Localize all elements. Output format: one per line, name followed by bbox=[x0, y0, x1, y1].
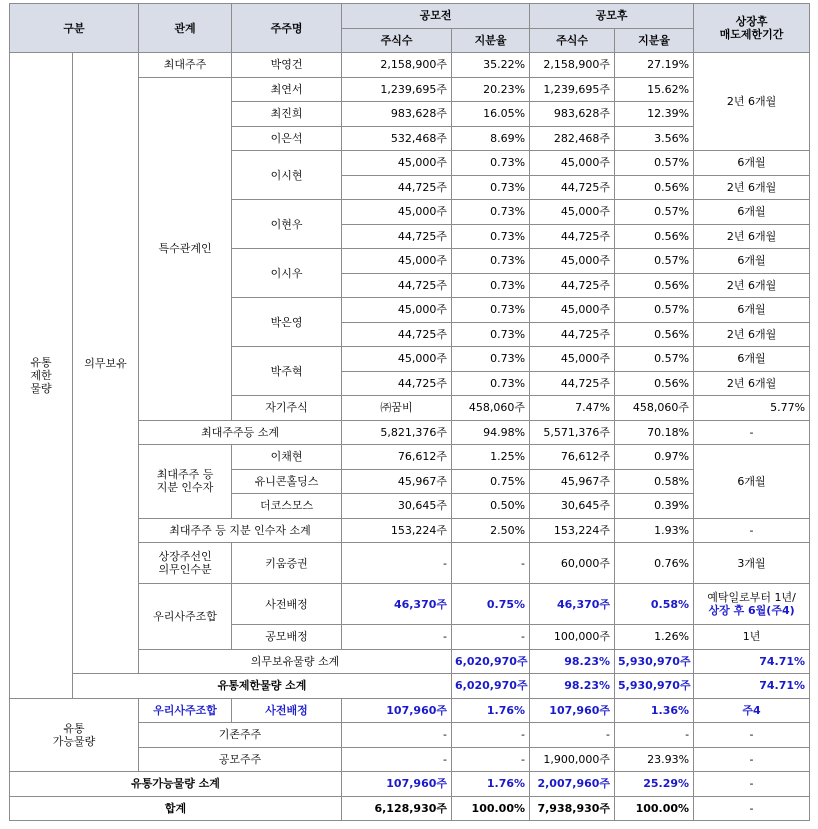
relation-underwriter-l1: 상장주선인 bbox=[158, 550, 212, 563]
lockup-period-l1: 예탁일로부터 1년/ bbox=[707, 591, 796, 604]
before-shares: 983,628주 bbox=[342, 102, 452, 127]
mandatory-subtotal-label: 의무보유물량 소계 bbox=[139, 649, 452, 674]
after-shares: 100,000주 bbox=[530, 625, 615, 650]
after-shares: 153,224주 bbox=[530, 518, 615, 543]
header-row-1 bbox=[10, 4, 810, 29]
after-ratio: 74.71% bbox=[694, 674, 810, 699]
before-ratio: 98.23% bbox=[530, 649, 615, 674]
holder-name: 키움증권 bbox=[232, 543, 342, 584]
holder-name: 박주혁 bbox=[232, 347, 342, 396]
after-ratio: 0.97% bbox=[615, 445, 694, 470]
before-ratio: 100.00% bbox=[452, 796, 530, 821]
subtotal-row bbox=[10, 772, 810, 797]
after-shares: 282,468주 bbox=[530, 126, 615, 151]
restricted-subtotal-label: 유통제한물량 소계 bbox=[73, 674, 452, 699]
header-after-shares: 주식수 bbox=[530, 28, 615, 53]
after-shares: 5,930,970주 bbox=[615, 649, 694, 674]
lockup-period: - bbox=[694, 747, 810, 772]
tradable-label-l1: 유통 bbox=[63, 721, 85, 735]
before-shares: 458,060주 bbox=[452, 396, 530, 421]
after-shares: 45,000주 bbox=[530, 347, 615, 372]
after-ratio: 0.57% bbox=[615, 298, 694, 323]
before-shares: 44,725주 bbox=[342, 224, 452, 249]
before-shares: - bbox=[342, 723, 452, 748]
after-shares: 5,930,970주 bbox=[615, 674, 694, 699]
before-ratio: - bbox=[452, 747, 530, 772]
after-ratio: 0.58% bbox=[615, 584, 694, 625]
lockup-period: 2년 6개월 bbox=[694, 371, 810, 396]
after-ratio: 0.57% bbox=[615, 151, 694, 176]
after-shares: 458,060주 bbox=[615, 396, 694, 421]
lockup-period: - bbox=[694, 796, 810, 821]
lockup-period: - bbox=[694, 723, 810, 748]
after-ratio: 0.58% bbox=[615, 469, 694, 494]
header-lockup-l1: 상장후 bbox=[735, 15, 768, 28]
subtotal-row bbox=[10, 674, 810, 699]
after-ratio: 12.39% bbox=[615, 102, 694, 127]
header-category: 구분 bbox=[10, 4, 139, 53]
before-shares: 30,645주 bbox=[342, 494, 452, 519]
before-shares: 107,960주 bbox=[342, 698, 452, 723]
header-before: 공모전 bbox=[342, 4, 530, 29]
tradable-esop: 우리사주조합 bbox=[139, 698, 232, 723]
relation-acquirer-l1: 최대주주 등 bbox=[156, 468, 214, 482]
after-shares: 2,007,960주 bbox=[530, 772, 615, 797]
shareholder-lockup-table bbox=[9, 3, 810, 821]
before-ratio: 0.50% bbox=[452, 494, 530, 519]
relation-acquirer bbox=[139, 445, 232, 519]
lockup-period: 3개월 bbox=[694, 543, 810, 584]
before-shares: 532,468주 bbox=[342, 126, 452, 151]
after-ratio: 0.56% bbox=[615, 224, 694, 249]
lockup-period: 6개월 bbox=[694, 347, 810, 372]
header-before-shares: 주식수 bbox=[342, 28, 452, 53]
restricted-label-l2: 제한 bbox=[30, 368, 52, 382]
lockup-period: 1년 bbox=[694, 625, 810, 650]
before-ratio: 0.73% bbox=[452, 371, 530, 396]
after-shares: 45,000주 bbox=[530, 249, 615, 274]
after-ratio: 1.93% bbox=[615, 518, 694, 543]
before-ratio: 94.98% bbox=[452, 420, 530, 445]
after-ratio: 0.56% bbox=[615, 273, 694, 298]
before-shares: 46,370주 bbox=[342, 584, 452, 625]
header-before-ratio: 지분율 bbox=[452, 28, 530, 53]
holder-name: 최진희 bbox=[232, 102, 342, 127]
lockup-period bbox=[694, 584, 810, 625]
restricted-label-l1: 유통 bbox=[30, 355, 52, 369]
before-ratio: 35.22% bbox=[452, 53, 530, 78]
acquirer-subtotal-label: 최대주주 등 지분 인수자 소계 bbox=[139, 518, 342, 543]
after-shares: 44,725주 bbox=[530, 322, 615, 347]
before-shares: 6,128,930주 bbox=[342, 796, 452, 821]
before-shares: 44,725주 bbox=[342, 322, 452, 347]
after-shares: 30,645주 bbox=[530, 494, 615, 519]
after-shares: - bbox=[530, 723, 615, 748]
lockup-period: 2년 6개월 bbox=[694, 53, 810, 151]
lockup-period: 6개월 bbox=[694, 445, 810, 519]
lockup-period: - bbox=[694, 518, 810, 543]
tradable-existing: 기존주주 bbox=[139, 723, 342, 748]
after-ratio: 0.56% bbox=[615, 175, 694, 200]
before-shares: 44,725주 bbox=[342, 371, 452, 396]
after-ratio: 0.57% bbox=[615, 249, 694, 274]
after-shares: 107,960주 bbox=[530, 698, 615, 723]
tradable-label bbox=[10, 698, 139, 772]
total-label: 합계 bbox=[10, 796, 342, 821]
before-shares: 1,239,695주 bbox=[342, 77, 452, 102]
table-row bbox=[10, 698, 810, 723]
before-ratio: 7.47% bbox=[530, 396, 615, 421]
before-ratio: 0.75% bbox=[452, 584, 530, 625]
before-shares: 6,020,970주 bbox=[452, 649, 530, 674]
restricted-label bbox=[10, 53, 73, 699]
after-shares: 76,612주 bbox=[530, 445, 615, 470]
before-ratio: - bbox=[452, 543, 530, 584]
header-after: 공모후 bbox=[530, 4, 694, 29]
lockup-period: 6개월 bbox=[694, 151, 810, 176]
after-shares: 44,725주 bbox=[530, 175, 615, 200]
after-ratio: 100.00% bbox=[615, 796, 694, 821]
after-shares: 44,725주 bbox=[530, 273, 615, 298]
before-ratio: 0.73% bbox=[452, 322, 530, 347]
before-ratio: 2.50% bbox=[452, 518, 530, 543]
lockup-period: 주4 bbox=[694, 698, 810, 723]
holder-name: 이시현 bbox=[232, 151, 342, 200]
before-ratio: 98.23% bbox=[530, 674, 615, 699]
tradable-public: 공모주주 bbox=[139, 747, 342, 772]
after-ratio: 25.29% bbox=[615, 772, 694, 797]
before-shares: 107,960주 bbox=[342, 772, 452, 797]
mandatory-label: 의무보유 bbox=[73, 53, 139, 674]
after-shares: 983,628주 bbox=[530, 102, 615, 127]
lockup-period: 2년 6개월 bbox=[694, 273, 810, 298]
before-shares: 44,725주 bbox=[342, 175, 452, 200]
relation-underwriter bbox=[139, 543, 232, 584]
before-shares: 45,967주 bbox=[342, 469, 452, 494]
header-relation: 관계 bbox=[139, 4, 232, 53]
tradable-subtotal-label: 유통가능물량 소계 bbox=[10, 772, 342, 797]
after-shares: 1,239,695주 bbox=[530, 77, 615, 102]
lockup-period: - bbox=[694, 772, 810, 797]
holder-name: 최연서 bbox=[232, 77, 342, 102]
relation-acquirer-l2: 지분 인수자 bbox=[156, 481, 214, 495]
before-ratio: 0.73% bbox=[452, 224, 530, 249]
before-ratio: 0.73% bbox=[452, 151, 530, 176]
before-shares: 45,000주 bbox=[342, 200, 452, 225]
before-ratio: 0.73% bbox=[452, 347, 530, 372]
before-ratio: 0.73% bbox=[452, 200, 530, 225]
before-ratio: 1.76% bbox=[452, 772, 530, 797]
after-shares: 7,938,930주 bbox=[530, 796, 615, 821]
holder-name: 이현우 bbox=[232, 200, 342, 249]
before-shares: 6,020,970주 bbox=[452, 674, 530, 699]
holder-name: ㈜꿈비 bbox=[342, 396, 452, 421]
header-after-ratio: 지분율 bbox=[615, 28, 694, 53]
lockup-period: 2년 6개월 bbox=[694, 175, 810, 200]
holder-name: 공모배정 bbox=[232, 625, 342, 650]
after-shares: 45,000주 bbox=[530, 298, 615, 323]
before-ratio: 0.75% bbox=[452, 469, 530, 494]
largest-subtotal-label: 최대주주등 소계 bbox=[139, 420, 342, 445]
lockup-period: 2년 6개월 bbox=[694, 322, 810, 347]
relation-treasury: 자기주식 bbox=[232, 396, 342, 421]
lockup-period: 2년 6개월 bbox=[694, 224, 810, 249]
restricted-label-l3: 물량 bbox=[30, 381, 52, 395]
before-ratio: 0.73% bbox=[452, 249, 530, 274]
after-ratio: 70.18% bbox=[615, 420, 694, 445]
before-ratio: 1.76% bbox=[452, 698, 530, 723]
before-shares: - bbox=[342, 543, 452, 584]
before-ratio: 8.69% bbox=[452, 126, 530, 151]
after-ratio: 0.57% bbox=[615, 347, 694, 372]
after-ratio: 5.77% bbox=[694, 396, 810, 421]
before-ratio: 16.05% bbox=[452, 102, 530, 127]
before-ratio: 20.23% bbox=[452, 77, 530, 102]
relation-underwriter-l2: 의무인수분 bbox=[158, 563, 212, 576]
after-shares: 46,370주 bbox=[530, 584, 615, 625]
before-ratio: - bbox=[452, 723, 530, 748]
after-ratio: 0.56% bbox=[615, 371, 694, 396]
lockup-period: - bbox=[694, 420, 810, 445]
after-ratio: 0.39% bbox=[615, 494, 694, 519]
relation-esop: 우리사주조합 bbox=[139, 584, 232, 650]
before-shares: 45,000주 bbox=[342, 151, 452, 176]
before-ratio: 0.73% bbox=[452, 298, 530, 323]
before-ratio: 0.73% bbox=[452, 175, 530, 200]
before-ratio: 1.25% bbox=[452, 445, 530, 470]
before-shares: 76,612주 bbox=[342, 445, 452, 470]
holder-name: 박은영 bbox=[232, 298, 342, 347]
after-shares: 5,571,376주 bbox=[530, 420, 615, 445]
holder-name: 더코스모스 bbox=[232, 494, 342, 519]
lockup-period: 6개월 bbox=[694, 249, 810, 274]
holder-name: 이은석 bbox=[232, 126, 342, 151]
header-holder: 주주명 bbox=[232, 4, 342, 53]
lockup-period-l2: 상장 후 6월(주4) bbox=[708, 604, 795, 617]
after-shares: 60,000주 bbox=[530, 543, 615, 584]
before-shares: 45,000주 bbox=[342, 298, 452, 323]
table-row bbox=[10, 53, 810, 78]
tradable-label-l2: 가능물량 bbox=[52, 734, 96, 748]
after-shares: 45,000주 bbox=[530, 151, 615, 176]
after-ratio: 23.93% bbox=[615, 747, 694, 772]
after-ratio: 3.56% bbox=[615, 126, 694, 151]
relation-special: 특수관계인 bbox=[139, 77, 232, 420]
after-ratio: - bbox=[615, 723, 694, 748]
after-ratio: 0.57% bbox=[615, 200, 694, 225]
header-lockup bbox=[694, 4, 810, 53]
after-shares: 2,158,900주 bbox=[530, 53, 615, 78]
after-ratio: 1.26% bbox=[615, 625, 694, 650]
before-ratio: - bbox=[452, 625, 530, 650]
holder-name: 사전배정 bbox=[232, 584, 342, 625]
after-ratio: 27.19% bbox=[615, 53, 694, 78]
before-shares: 44,725주 bbox=[342, 273, 452, 298]
after-ratio: 15.62% bbox=[615, 77, 694, 102]
before-shares: 45,000주 bbox=[342, 347, 452, 372]
before-shares: 45,000주 bbox=[342, 249, 452, 274]
after-ratio: 0.56% bbox=[615, 322, 694, 347]
tradable-pre-alloc: 사전배정 bbox=[232, 698, 342, 723]
after-ratio: 0.76% bbox=[615, 543, 694, 584]
after-ratio: 1.36% bbox=[615, 698, 694, 723]
total-row bbox=[10, 796, 810, 821]
before-shares: 2,158,900주 bbox=[342, 53, 452, 78]
lockup-period: 6개월 bbox=[694, 200, 810, 225]
before-shares: - bbox=[342, 747, 452, 772]
before-shares: 5,821,376주 bbox=[342, 420, 452, 445]
relation-largest: 최대주주 bbox=[139, 53, 232, 78]
after-shares: 44,725주 bbox=[530, 371, 615, 396]
holder-name: 이시우 bbox=[232, 249, 342, 298]
after-shares: 1,900,000주 bbox=[530, 747, 615, 772]
before-shares: - bbox=[342, 625, 452, 650]
after-shares: 45,000주 bbox=[530, 200, 615, 225]
holder-name: 유니콘홀딩스 bbox=[232, 469, 342, 494]
lockup-period: 6개월 bbox=[694, 298, 810, 323]
holder-name: 박영건 bbox=[232, 53, 342, 78]
after-shares: 44,725주 bbox=[530, 224, 615, 249]
after-shares: 45,967주 bbox=[530, 469, 615, 494]
before-shares: 153,224주 bbox=[342, 518, 452, 543]
header-lockup-l2: 매도제한기간 bbox=[719, 28, 784, 41]
before-ratio: 0.73% bbox=[452, 273, 530, 298]
holder-name: 이채현 bbox=[232, 445, 342, 470]
after-ratio: 74.71% bbox=[694, 649, 810, 674]
